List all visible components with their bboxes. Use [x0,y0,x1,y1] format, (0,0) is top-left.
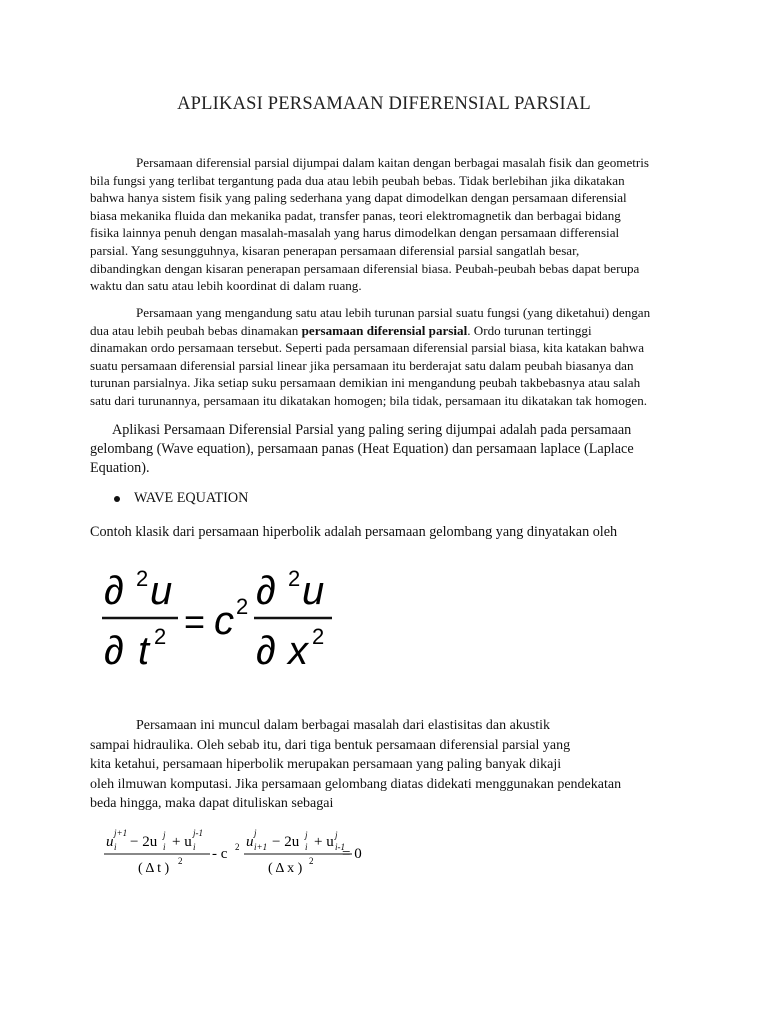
variable-u: u [106,834,114,850]
text-line [90,322,690,340]
text-line: gelombang (Wave equation), persamaan panas (Heat Equation) dan persamaan laplace (Laplace [90,441,634,457]
text-line: Persamaan yang mengandung satu atau lebih turunan parsial suatu fungsi (yang diketahui) dengan [136,305,651,320]
exponent: 2 [236,594,249,619]
equals-sign: = [184,601,206,642]
text-line: parsial. Yang sesungguhnya, kisaran penerapan persamaan diferensial parsial sangatlah besar, [90,242,580,258]
paragraph-wave-intro [90,523,710,542]
bullet-label: WAVE EQUATION [134,490,249,506]
paragraph-hyperbolic [90,716,690,814]
partial-symbol: ∂ [256,629,276,673]
exponent: 2 [309,856,314,866]
denominator: ( Δ t ) [138,861,170,876]
exponent: 2 [136,566,149,591]
paragraph-applications [90,421,710,478]
document-title: APLIKASI PERSAMAAN DIFERENSIAL PARSIAL [177,94,591,114]
superscript: j [163,830,166,840]
text-line: beda hingga, maka dapat dituliskan sebagai [90,796,334,811]
variable-t: t [138,629,150,673]
text-segment: dua atau lebih peubah bebas dinamakan [90,322,302,338]
superscript: j-1 [193,828,203,838]
equals-zero: = 0 [342,846,362,862]
partial-symbol: ∂ [104,629,124,673]
bullet-dot-icon [114,496,120,502]
text-line: Equation). [90,460,150,476]
exponent: 2 [178,856,183,866]
superscript: j [254,828,257,838]
bold-term: persamaan diferensial parsial [301,322,468,338]
subscript: i [193,842,196,852]
denominator: ( Δ x ) [268,861,303,876]
variable-u: u [302,569,325,613]
bullet-item-wave-equation [114,490,248,507]
paragraph-definition [90,304,690,410]
partial-symbol: ∂ [256,569,276,613]
text-line: waktu dan satu atau lebih koordinat di dalam ruang. [90,278,362,294]
text-line: sampai hidraulika. Oleh sebab itu, dari tiga bentuk persamaan diferensial parsial yang [90,737,571,753]
finite-difference-formula [100,826,380,882]
text-line: bahwa hanya sistem fisik yang paling sederhana yang dapat dimodelkan dengan persamaan diferensial [90,190,627,206]
subscript: i [305,842,308,852]
superscript: j+1 [114,828,128,838]
text-line: Aplikasi Persamaan Diferensial Parsial yang paling sering dijumpai adalah pada persamaan [112,422,632,438]
variable-x: x [288,629,308,673]
exponent: 2 [154,624,167,649]
text-line: suatu persamaan diferensial parsial linear jika persamaan itu berderajat satu dalam peubah biasanya dan [90,357,634,373]
term: + u [172,834,192,850]
exponent: 2 [235,842,240,852]
term: + u [314,834,334,850]
text-line: bila fungsi yang terlibat tergantung pada dua atau lebih peubah bebas. Tidak berlebihan jika dikatakan [90,172,625,188]
subscript: i-1 [335,842,345,852]
text-line: oleh ilmuwan komputasi. Jika persamaan gelombang diatas didekati menggunakan pendekatan [90,776,622,792]
text-line: fisika lainnya penuh dengan masalah-masalah yang harus dimodelkan dengan persamaan differensial [90,225,620,241]
text-line: turunan parsialnya. Jika setiap suku persamaan demikian ini mengandung peubah takbebasnya atau salah [90,375,641,391]
subscript: i [163,842,166,852]
text-line: dibandingkan dengan kisaran penerapan persamaan diferensial biasa. Peubah-peubah bebas dapat berupa [90,260,640,276]
text-line: Contoh klasik dari persamaan hiperbolik adalah persamaan gelombang yang dinyatakan oleh [90,524,618,540]
subscript: i+1 [254,842,268,852]
wave-equation-formula [100,560,350,680]
variable-u: u [150,569,173,613]
text-line: Persamaan ini muncul dalam berbagai masalah dari elastisitas dan akustik [136,718,551,733]
partial-symbol: ∂ [104,569,124,613]
exponent: 2 [312,624,325,649]
term: − 2u [272,834,300,850]
text-segment: . Ordo turunan tertinggi [467,322,592,338]
subscript: i [114,842,117,852]
text-line: dinamakan ordo persamaan tersebut. Seperti pada persamaan diferensial parsial biasa, kita katakan bahwa [90,340,645,356]
superscript: j [335,830,338,840]
term: − 2u [130,834,158,850]
paragraph-intro-pde [90,154,690,295]
exponent: 2 [288,566,301,591]
text-line: Persamaan diferensial parsial dijumpai dalam kaitan dengan berbagai masalah fisik dan geometris [136,155,650,170]
term: - c [212,846,228,862]
variable-c: c [214,599,234,643]
variable-u: u [246,834,254,850]
text-line: satu dari turunannya, persamaan itu dikatakan homogen; bila tidak, persamaan itu dikatakan tak homogen. [90,392,648,408]
text-line: kita ketahui, persamaan hiperbolik merupakan persamaan yang paling banyak dikaji [90,757,562,772]
superscript: j [305,830,308,840]
text-line: biasa mekanika fluida dan mekanika padat, transfer panas, teori elektromagnetik dan berbagai bidang [90,207,621,223]
